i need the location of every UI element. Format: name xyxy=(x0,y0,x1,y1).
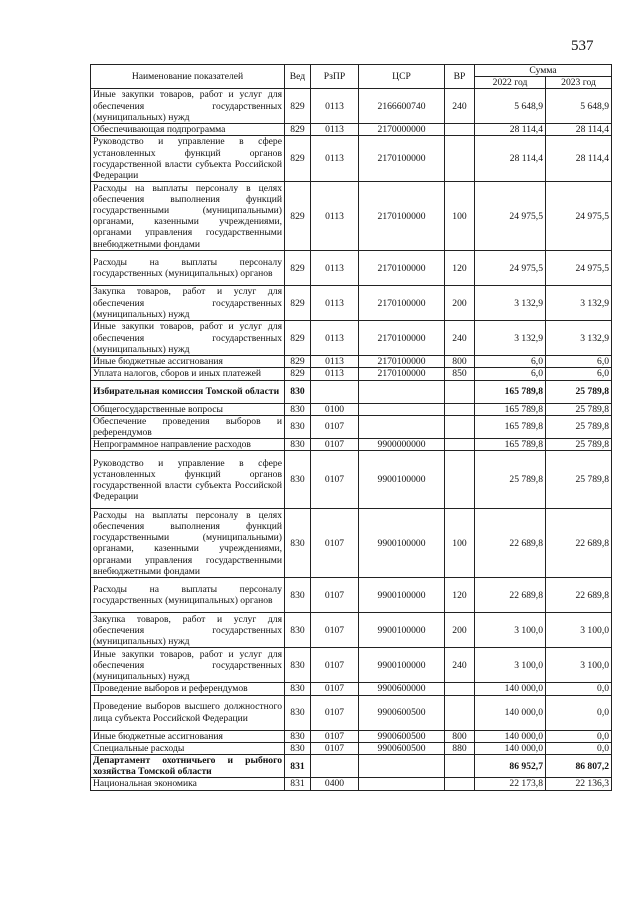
row-name: Расходы на выплаты персоналу государственных (муниципальных) органов xyxy=(91,251,285,286)
row-sum-2023: 25 789,8 xyxy=(546,380,612,403)
row-sum-2022: 28 114,4 xyxy=(475,124,546,136)
row-name: Иные закупки товаров, работ и услуг для обеспечения государственных (муниципальных) нужд xyxy=(91,89,285,124)
row-sum-2022: 140 000,0 xyxy=(475,742,546,754)
row-name: Руководство и управление в сфере установленных функций органов государственной власти субъекта Российской Федерации xyxy=(91,451,285,509)
row-vr xyxy=(445,124,475,136)
table-row xyxy=(91,578,612,613)
row-vr xyxy=(445,451,475,509)
row-csr xyxy=(359,380,445,403)
table-row xyxy=(91,778,612,790)
header-name: Наименование показателей xyxy=(91,65,285,89)
row-csr xyxy=(359,755,445,778)
row-sum-2023: 0,0 xyxy=(546,742,612,754)
table-row xyxy=(91,251,612,286)
row-name: Закупка товаров, работ и услуг для обеспечения государственных (муниципальных) нужд xyxy=(91,286,285,321)
table-row xyxy=(91,182,612,251)
row-ved: 829 xyxy=(285,182,311,251)
row-sum-2023: 24 975,5 xyxy=(546,182,612,251)
header-vr: ВР xyxy=(445,65,475,89)
row-csr: 2166600740 xyxy=(359,89,445,124)
header-year-2023: 2023 год xyxy=(546,77,612,89)
header-rzpr: РзПР xyxy=(311,65,359,89)
row-rzpr: 0113 xyxy=(311,286,359,321)
row-rzpr: 0400 xyxy=(311,778,359,790)
row-rzpr: 0107 xyxy=(311,415,359,438)
row-vr: 240 xyxy=(445,89,475,124)
row-sum-2023: 22 689,8 xyxy=(546,509,612,578)
row-vr: 200 xyxy=(445,613,475,648)
row-csr: 9900100000 xyxy=(359,578,445,613)
row-sum-2022: 22 689,8 xyxy=(475,509,546,578)
table-row xyxy=(91,695,612,730)
row-csr: 9900100000 xyxy=(359,509,445,578)
row-vr: 800 xyxy=(445,356,475,368)
row-rzpr: 0107 xyxy=(311,695,359,730)
row-csr: 9900600000 xyxy=(359,683,445,695)
row-sum-2022: 140 000,0 xyxy=(475,683,546,695)
row-csr: 9900100000 xyxy=(359,613,445,648)
row-sum-2023: 3 100,0 xyxy=(546,613,612,648)
row-sum-2023: 3 132,9 xyxy=(546,286,612,321)
row-sum-2023: 5 648,9 xyxy=(546,89,612,124)
row-rzpr: 0107 xyxy=(311,683,359,695)
row-csr: 9900600500 xyxy=(359,695,445,730)
row-csr xyxy=(359,778,445,790)
row-sum-2023: 22 136,3 xyxy=(546,778,612,790)
row-csr xyxy=(359,403,445,415)
row-name: Департамент охотничьего и рыбного хозяйства Томской области xyxy=(91,755,285,778)
header-ved: Вед xyxy=(285,65,311,89)
header-csr: ЦСР xyxy=(359,65,445,89)
row-ved: 829 xyxy=(285,136,311,182)
row-name: Руководство и управление в сфере установленных функций органов государственной власти субъекта Российской Федерации xyxy=(91,136,285,182)
row-vr xyxy=(445,683,475,695)
row-ved: 829 xyxy=(285,124,311,136)
row-sum-2022: 3 100,0 xyxy=(475,648,546,683)
row-name: Проведение выборов и референдумов xyxy=(91,683,285,695)
row-rzpr: 0113 xyxy=(311,124,359,136)
row-sum-2022: 165 789,8 xyxy=(475,415,546,438)
row-ved: 830 xyxy=(285,439,311,451)
row-sum-2022: 3 132,9 xyxy=(475,286,546,321)
row-sum-2022: 6,0 xyxy=(475,368,546,380)
row-csr: 2170100000 xyxy=(359,182,445,251)
budget-table xyxy=(90,64,612,791)
row-vr: 240 xyxy=(445,648,475,683)
row-ved: 830 xyxy=(285,380,311,403)
row-name: Иные бюджетные ассигнования xyxy=(91,356,285,368)
row-name: Обеспечение проведения выборов и референдумов xyxy=(91,415,285,438)
row-vr: 240 xyxy=(445,321,475,356)
row-ved: 830 xyxy=(285,403,311,415)
row-sum-2023: 6,0 xyxy=(546,368,612,380)
row-vr xyxy=(445,415,475,438)
row-ved: 829 xyxy=(285,251,311,286)
table-row xyxy=(91,286,612,321)
row-rzpr: 0107 xyxy=(311,578,359,613)
row-sum-2022: 28 114,4 xyxy=(475,136,546,182)
table-row xyxy=(91,742,612,754)
row-vr xyxy=(445,403,475,415)
row-vr: 120 xyxy=(445,578,475,613)
row-ved: 829 xyxy=(285,356,311,368)
row-name: Уплата налогов, сборов и иных платежей xyxy=(91,368,285,380)
row-sum-2023: 25 789,8 xyxy=(546,451,612,509)
row-sum-2022: 6,0 xyxy=(475,356,546,368)
row-ved: 830 xyxy=(285,683,311,695)
row-rzpr: 0113 xyxy=(311,251,359,286)
row-rzpr: 0100 xyxy=(311,403,359,415)
table-row xyxy=(91,89,612,124)
row-name: Избирательная комиссия Томской области xyxy=(91,380,285,403)
row-sum-2023: 3 100,0 xyxy=(546,648,612,683)
row-sum-2022: 24 975,5 xyxy=(475,182,546,251)
row-sum-2023: 6,0 xyxy=(546,356,612,368)
row-vr xyxy=(445,380,475,403)
row-ved: 830 xyxy=(285,509,311,578)
row-name: Иные бюджетные ассигнования xyxy=(91,730,285,742)
row-ved: 830 xyxy=(285,742,311,754)
row-name: Национальная экономика xyxy=(91,778,285,790)
row-sum-2023: 86 807,2 xyxy=(546,755,612,778)
row-ved: 830 xyxy=(285,613,311,648)
row-vr xyxy=(445,755,475,778)
table-body xyxy=(91,89,612,790)
row-vr: 850 xyxy=(445,368,475,380)
row-name: Иные закупки товаров, работ и услуг для обеспечения государственных (муниципальных) нужд xyxy=(91,321,285,356)
table-row xyxy=(91,380,612,403)
row-csr: 9900600500 xyxy=(359,730,445,742)
row-sum-2023: 3 132,9 xyxy=(546,321,612,356)
row-ved: 830 xyxy=(285,451,311,509)
row-rzpr: 0113 xyxy=(311,368,359,380)
row-rzpr: 0107 xyxy=(311,509,359,578)
row-ved: 830 xyxy=(285,415,311,438)
table-row xyxy=(91,368,612,380)
row-name: Расходы на выплаты персоналу государственных (муниципальных) органов xyxy=(91,578,285,613)
table-row xyxy=(91,356,612,368)
header-year-2022: 2022 год xyxy=(475,77,546,89)
row-csr: 2170100000 xyxy=(359,251,445,286)
row-ved: 830 xyxy=(285,695,311,730)
row-sum-2022: 86 952,7 xyxy=(475,755,546,778)
row-rzpr xyxy=(311,380,359,403)
row-vr: 100 xyxy=(445,182,475,251)
table-row xyxy=(91,415,612,438)
row-sum-2022: 3 132,9 xyxy=(475,321,546,356)
row-csr: 2170100000 xyxy=(359,136,445,182)
row-rzpr: 0107 xyxy=(311,451,359,509)
row-rzpr: 0107 xyxy=(311,648,359,683)
table-row xyxy=(91,613,612,648)
row-sum-2022: 165 789,8 xyxy=(475,439,546,451)
row-sum-2023: 0,0 xyxy=(546,730,612,742)
row-name: Закупка товаров, работ и услуг для обеспечения государственных (муниципальных) нужд xyxy=(91,613,285,648)
row-vr: 880 xyxy=(445,742,475,754)
row-ved: 829 xyxy=(285,368,311,380)
table-row xyxy=(91,403,612,415)
row-name: Специальные расходы xyxy=(91,742,285,754)
row-name: Иные закупки товаров, работ и услуг для обеспечения государственных (муниципальных) нужд xyxy=(91,648,285,683)
row-rzpr: 0113 xyxy=(311,136,359,182)
row-rzpr: 0107 xyxy=(311,730,359,742)
row-sum-2023: 25 789,8 xyxy=(546,439,612,451)
row-sum-2022: 22 689,8 xyxy=(475,578,546,613)
row-vr xyxy=(445,695,475,730)
row-vr: 200 xyxy=(445,286,475,321)
row-sum-2023: 28 114,4 xyxy=(546,136,612,182)
table-row xyxy=(91,755,612,778)
row-csr: 2170100000 xyxy=(359,321,445,356)
row-ved: 830 xyxy=(285,648,311,683)
row-csr: 2170100000 xyxy=(359,286,445,321)
row-rzpr: 0113 xyxy=(311,321,359,356)
row-sum-2022: 165 789,8 xyxy=(475,403,546,415)
row-sum-2022: 140 000,0 xyxy=(475,695,546,730)
row-name: Расходы на выплаты персоналу в целях обеспечения выполнения функций государственными (муниципальными) органами, казенными учреждениями, органами управления государственными внебюджетными фондами xyxy=(91,509,285,578)
table-row xyxy=(91,730,612,742)
row-sum-2023: 0,0 xyxy=(546,695,612,730)
row-vr: 800 xyxy=(445,730,475,742)
row-csr: 2170100000 xyxy=(359,368,445,380)
row-rzpr xyxy=(311,755,359,778)
row-csr: 9900100000 xyxy=(359,648,445,683)
row-vr: 100 xyxy=(445,509,475,578)
row-rzpr: 0113 xyxy=(311,89,359,124)
row-vr: 120 xyxy=(445,251,475,286)
page-number: 537 xyxy=(571,38,594,54)
row-sum-2023: 28 114,4 xyxy=(546,124,612,136)
table-row xyxy=(91,439,612,451)
row-name: Общегосударственные вопросы xyxy=(91,403,285,415)
row-ved: 829 xyxy=(285,321,311,356)
row-csr: 2170000000 xyxy=(359,124,445,136)
row-vr xyxy=(445,778,475,790)
row-csr: 9900000000 xyxy=(359,439,445,451)
table-row xyxy=(91,648,612,683)
row-rzpr: 0113 xyxy=(311,182,359,251)
row-vr xyxy=(445,136,475,182)
row-rzpr: 0107 xyxy=(311,742,359,754)
row-sum-2022: 5 648,9 xyxy=(475,89,546,124)
row-rzpr: 0113 xyxy=(311,356,359,368)
table-row xyxy=(91,136,612,182)
row-ved: 831 xyxy=(285,755,311,778)
row-csr xyxy=(359,415,445,438)
row-ved: 830 xyxy=(285,578,311,613)
row-ved: 831 xyxy=(285,778,311,790)
row-name: Непрограммное направление расходов xyxy=(91,439,285,451)
row-sum-2023: 0,0 xyxy=(546,683,612,695)
row-sum-2022: 25 789,8 xyxy=(475,451,546,509)
row-sum-2022: 22 173,8 xyxy=(475,778,546,790)
row-ved: 829 xyxy=(285,286,311,321)
row-name: Проведение выборов высшего должностного лица субъекта Российской Федерации xyxy=(91,695,285,730)
row-csr: 9900100000 xyxy=(359,451,445,509)
row-sum-2023: 25 789,8 xyxy=(546,415,612,438)
row-sum-2022: 3 100,0 xyxy=(475,613,546,648)
row-ved: 829 xyxy=(285,89,311,124)
row-sum-2022: 24 975,5 xyxy=(475,251,546,286)
table-row xyxy=(91,321,612,356)
row-name: Обеспечивающая подпрограмма xyxy=(91,124,285,136)
row-name: Расходы на выплаты персоналу в целях обеспечения выполнения функций государственными (муниципальными) органами, казенными учреждениями, органами управления государственными внебюджетными фондами xyxy=(91,182,285,251)
row-csr: 9900600500 xyxy=(359,742,445,754)
table-row xyxy=(91,683,612,695)
row-sum-2023: 24 975,5 xyxy=(546,251,612,286)
row-csr: 2170100000 xyxy=(359,356,445,368)
table-row xyxy=(91,509,612,578)
row-vr xyxy=(445,439,475,451)
row-sum-2022: 165 789,8 xyxy=(475,380,546,403)
row-sum-2022: 140 000,0 xyxy=(475,730,546,742)
header-sum: Сумма xyxy=(475,65,612,77)
row-sum-2023: 25 789,8 xyxy=(546,403,612,415)
table-row xyxy=(91,451,612,509)
row-rzpr: 0107 xyxy=(311,439,359,451)
row-rzpr: 0107 xyxy=(311,613,359,648)
row-ved: 830 xyxy=(285,730,311,742)
table-row xyxy=(91,124,612,136)
row-sum-2023: 22 689,8 xyxy=(546,578,612,613)
